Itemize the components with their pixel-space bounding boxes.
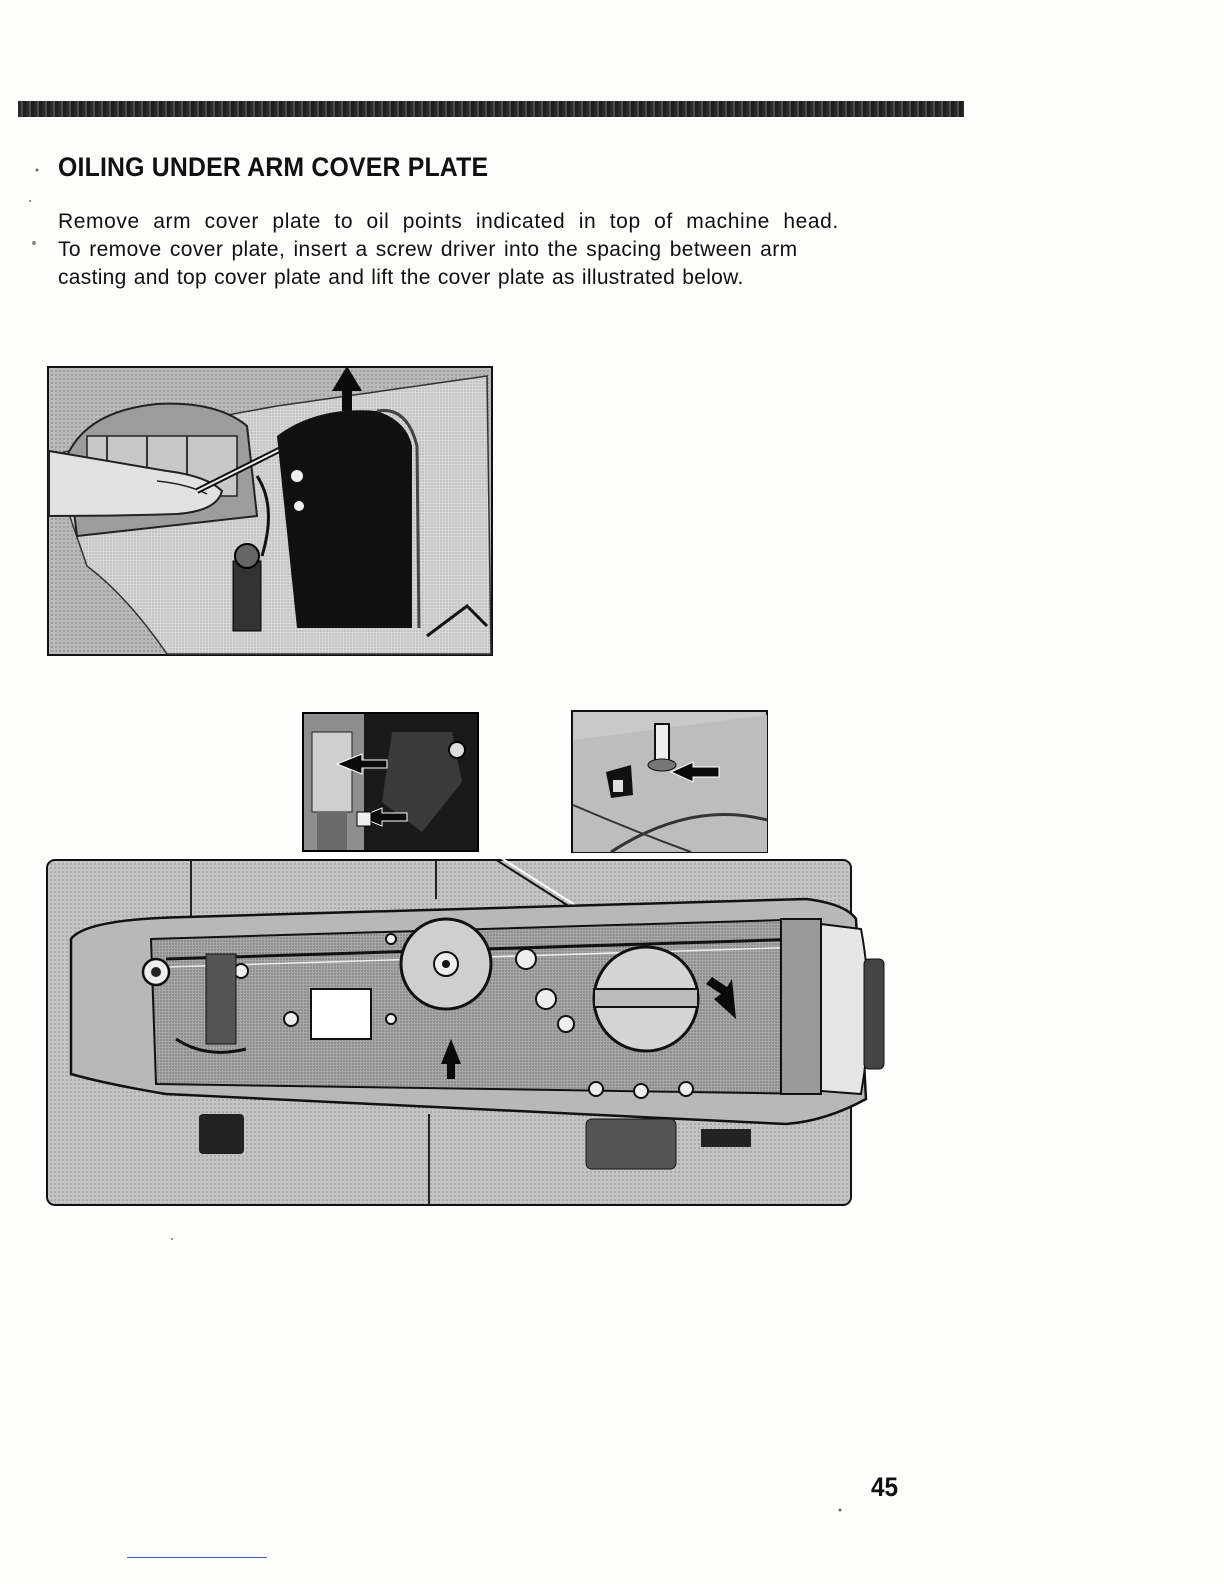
instruction-line-1: Remove arm cover plate to oil points indicated in top of machine head. [58, 210, 839, 233]
footer-underline [127, 1557, 267, 1558]
header-rule [18, 101, 964, 117]
detail-inset-left [302, 712, 479, 852]
detail-inset-right [571, 710, 768, 853]
removal-photo [47, 366, 493, 656]
instruction-paragraph [58, 208, 878, 292]
instruction-line-3: casting and top cover plate and lift the cover plate as illustrated below. [58, 266, 744, 289]
page-heading: OILING UNDER ARM COVER PLATE [58, 152, 489, 182]
instruction-line-2: To remove cover plate, insert a screw driver into the spacing between arm [58, 238, 798, 261]
machine-head-diagram [46, 859, 886, 1207]
page-number: 45 [871, 1472, 899, 1502]
